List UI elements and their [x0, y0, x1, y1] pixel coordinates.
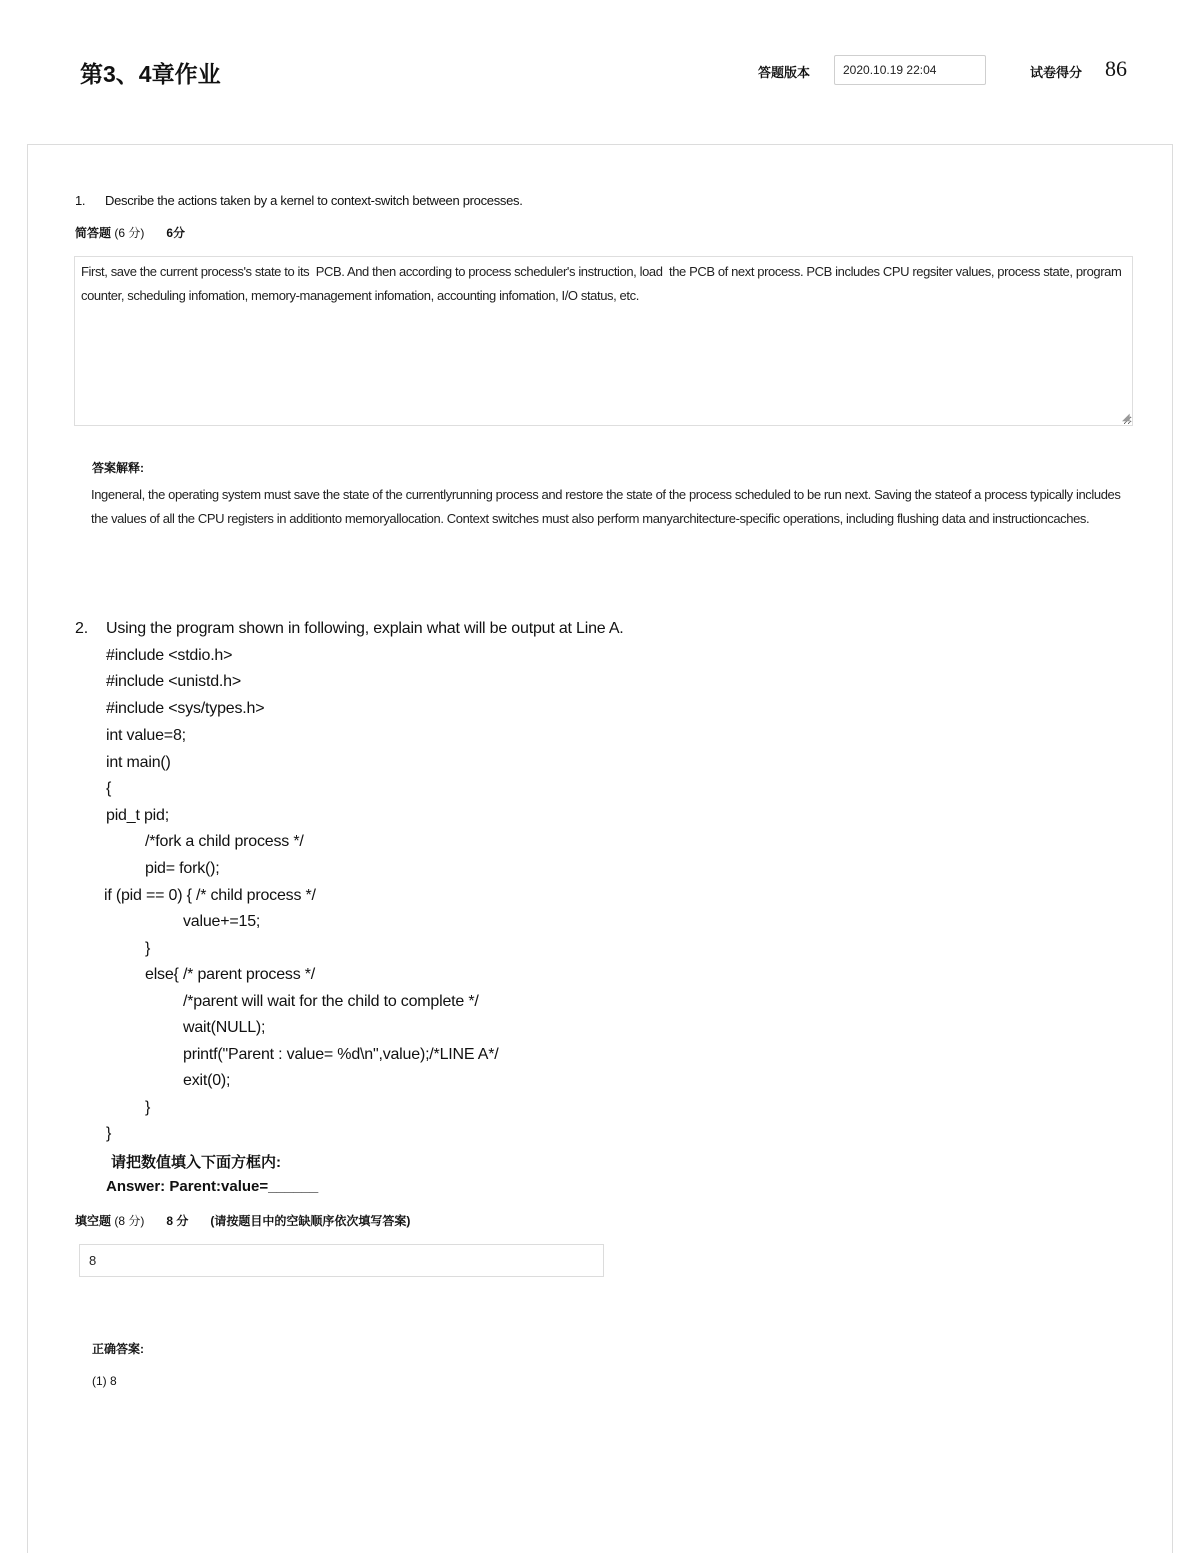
correct-answer-label: 正确答案:: [92, 1342, 144, 1356]
code-line: /*parent will wait for the child to complete */: [183, 993, 479, 1010]
question-2-instruction: 请把数值填入下面方框内:: [111, 1154, 281, 1171]
question-2-meta: [75, 1212, 410, 1229]
resize-grip-icon[interactable]: ◢: [1122, 412, 1130, 423]
question-2-number: 2.: [75, 620, 88, 637]
question-1-type: 简答题: [75, 226, 112, 240]
code-line: if (pid == 0) { /* child process */: [104, 887, 316, 904]
question-1-answer-textarea[interactable]: [74, 256, 1133, 426]
question-2-earned: 8 分: [166, 1214, 189, 1228]
code-line: value+=15;: [183, 913, 261, 930]
question-1-number: 1.: [75, 193, 86, 208]
analysis-label: 答案解释:: [92, 461, 144, 475]
code-line: /*fork a child process */: [145, 833, 304, 850]
question-1-earned: 6分: [166, 226, 186, 240]
code-line: }: [106, 1125, 112, 1142]
code-line: pid_t pid;: [106, 807, 169, 824]
code-line: printf("Parent : value= %d\n",value);/*LINE A*/: [183, 1046, 499, 1063]
question-2-fill-input[interactable]: [79, 1244, 604, 1277]
code-line: #include <sys/types.h>: [106, 700, 265, 717]
correct-answer-text: (1) 8: [92, 1374, 117, 1388]
question-1: [75, 193, 523, 208]
question-1-points: (6 分): [114, 226, 145, 240]
code-line: }: [145, 1099, 151, 1116]
code-line: {: [106, 780, 112, 797]
code-line: exit(0);: [183, 1072, 231, 1089]
question-2-note: (请按题目中的空缺顺序依次填写答案): [210, 1214, 411, 1228]
code-line: else{ /* parent process */: [145, 966, 316, 983]
question-2-points: (8 分): [114, 1214, 145, 1228]
question-2-type: 填空题: [75, 1214, 112, 1228]
code-line: pid= fork();: [145, 860, 220, 877]
score-label: 试卷得分: [1030, 65, 1083, 80]
question-2: [75, 620, 624, 638]
question-2-answer-prompt: Answer: Parent:value=______: [106, 1178, 319, 1195]
code-line: int main(): [106, 754, 171, 771]
version-label: 答题版本: [758, 65, 811, 80]
score-value: 86: [1105, 56, 1127, 81]
version-select-field[interactable]: [834, 55, 986, 85]
page-title: 第3、4章作业: [80, 61, 221, 87]
code-line: wait(NULL);: [183, 1019, 266, 1036]
code-line: int value=8;: [106, 727, 186, 744]
code-line: #include <unistd.h>: [106, 673, 241, 690]
analysis-text: Ingeneral, the operating system must save the state of the currentlyrunning process and restore the state of the process scheduled to be run next. Saving the stateof a process typically includes the values of all the CPU registers in additionto memoryallocation. Context switches must also perform manyarchitecture-specific operations, including flushing data and instructioncaches.: [91, 487, 1121, 526]
code-line: #include <stdio.h>: [106, 647, 233, 664]
question-1-meta: [75, 224, 185, 241]
question-2-text: Using the program shown in following, explain what will be output at Line A.: [106, 620, 624, 637]
question-1-text: Describe the actions taken by a kernel to context-switch between processes.: [105, 193, 523, 208]
code-line: }: [145, 940, 151, 957]
